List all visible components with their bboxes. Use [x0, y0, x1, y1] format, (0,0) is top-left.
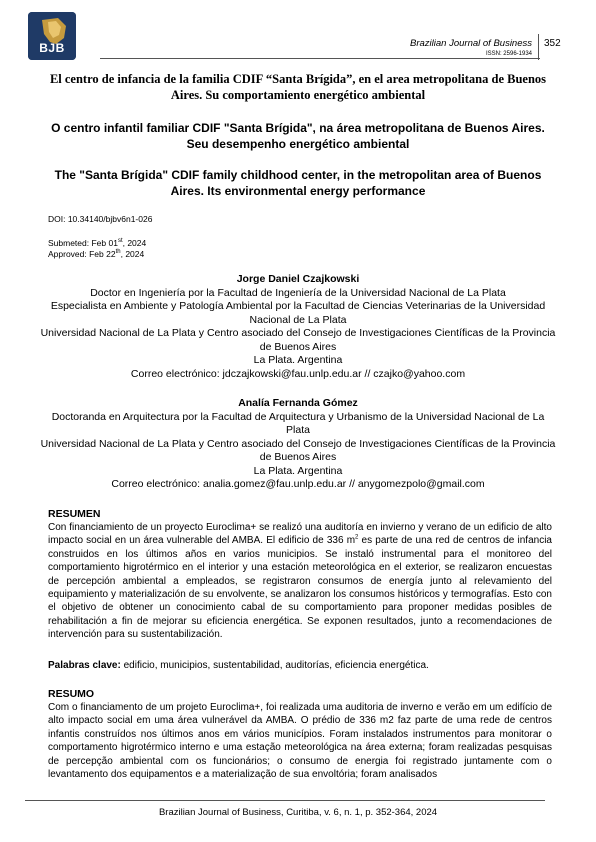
author-block — [40, 273, 556, 381]
author-affiliation: Universidad Nacional de La Plata y Centro asociado del Consejo de Investigaciones Científicas de la Provincia de Buenos Aires — [40, 437, 556, 463]
author-affiliation: Doctoranda en Arquitectura por la Facultad de Arquitectura y Urbanismo de la Universidad Nacional de La Plata — [51, 410, 545, 436]
resumen-text: Con financiamiento de un proyecto Euroclima+ se realizó una auditoría en invierno y verano de un edificio de alto impacto social en un área vulnerable del AMBA. El edificio de 336 $m^2$ es parte de una red de centros de infancia construidos en los últimos años en varios municipios. Se instaló instrumental para el monitoreo del comportamiento higrotérmico en el interior y una estación meteorológica en el exterior, se realizaron encuestas de percepción ambiental a empleados, se registraron consumos de energía junto al relevamiento del equipamiento y materialización de su envolvente, se analizaron los consumos históricos y termografías. Esto con el objetivo de obtener un conocimiento cabal de su comportamiento para proponer medidas posibles de rehabilitación a fin de mejorar su eficiencia energética. Se exponen resultados, junto a recomendaciones de intervención para su sustentabilización. — [48, 522, 552, 641]
keywords-text: edificio, municipios, sustentabilidad, auditorías, eficiencia energética. — [120, 660, 429, 671]
resumen-heading: RESUMEN — [48, 508, 101, 520]
author-name: Jorge Daniel Czajkowski — [236, 273, 360, 285]
title-portuguese: O centro infantil familiar CDIF "Santa Brígida", na área metropolitana de Buenos Aires. Seu desempenho energético ambiental — [51, 121, 545, 151]
journal-logo — [28, 12, 76, 60]
footer-rule — [25, 800, 545, 801]
approved-date: Approved: Feb 22th, 2024 — [48, 249, 145, 259]
resumo-heading: RESUMO — [48, 688, 95, 700]
author-email: Correo electrónico: analia.gomez@fau.unlp.edu.ar // anygomezpolo@gmail.com — [111, 478, 485, 490]
author-affiliation: Doctor en Ingeniería por la Facultad de Ingeniería de la Universidad Nacional de La Plata — [90, 286, 506, 299]
author-location: La Plata. Argentina — [253, 464, 343, 477]
resumo-text: Com o financiamento de um projeto Euroclima+, foi realizada uma auditoria de inverno e verão em um edifício de alto impacto social em uma área vulnerável da AMBA. O prédio de 336 m2 faz parte de uma rede de centros infantis construídos nos últimos anos em vários municípios. Foram instalados instrumentos para monitorar o comportamento higrotérmico interno e uma estação meteorológica na área externa; foram realizadas pesquisas de percepção ambiental com os funcionários; o consumo de energia foi registrado juntamente com o levantamento dos equipamentos e a materialização de sua envoltória; foram analisados — [48, 702, 552, 781]
submitted-date: Submeted: Feb 01st, 2024 — [48, 238, 147, 248]
journal-name: Brazilian Journal of Business — [410, 38, 532, 49]
author-email: Correo electrónico: jdczajkowski@fau.unlp.edu.ar // czajko@yahoo.com — [130, 367, 466, 380]
author-name: Analía Fernanda Gómez — [238, 397, 358, 409]
doi: DOI: 10.34140/bjbv6n1-026 — [48, 214, 153, 224]
header-rule — [100, 58, 540, 59]
title-english: The "Santa Brígida" CDIF family childhood center, in the metropolitan area of Buenos Aires. Its environmental energy performance — [54, 168, 542, 198]
keywords-label: Palabras clave: — [48, 660, 121, 671]
page-number: 352 — [544, 38, 561, 49]
title-spanish: El centro de infancia de la familia CDIF “Santa Brígida”, en el area metropolitana de Buenos Aires. Su comportamiento energético ambiental — [49, 72, 547, 102]
logo-text: BJB — [39, 41, 65, 55]
author-location: La Plata. Argentina — [253, 354, 343, 366]
keywords — [48, 660, 552, 671]
footer-citation: Brazilian Journal of Business, Curitiba, v. 6, n. 1, p. 352-364, 2024 — [158, 807, 438, 818]
author-affiliation: Especialista en Ambiente y Patología Ambiental por la Facultad de Ciencias Veterinarias de la Universidad Nacional de La Plata — [50, 300, 546, 326]
author-block — [40, 397, 556, 492]
author-affiliation: Universidad Nacional de La Plata y Centro asociado del Consejo de Investigaciones Científicas de la Provincia de Buenos Aires — [40, 327, 556, 353]
header-divider — [538, 34, 539, 60]
issn: ISSN: 2596-1934 — [485, 51, 532, 57]
